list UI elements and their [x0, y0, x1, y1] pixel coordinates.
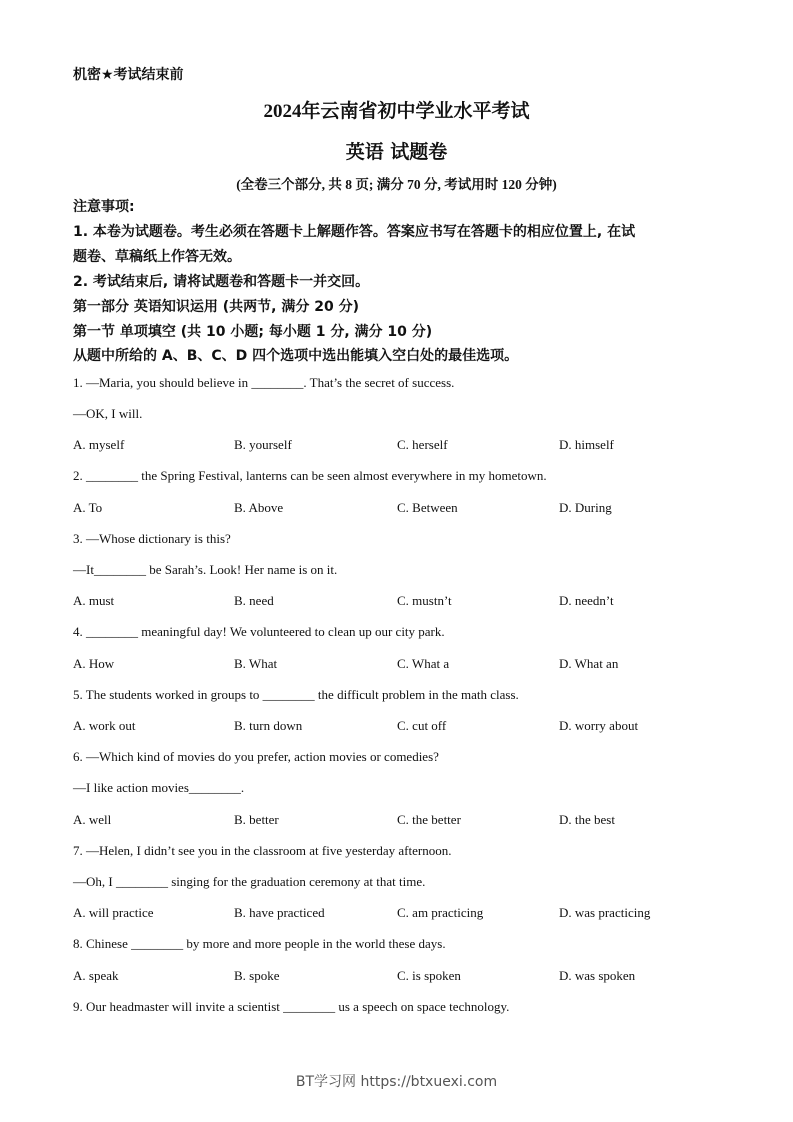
question-stem: 7. —Helen, I didn’t see you in the classroom at five yesterday afternoon. [73, 843, 452, 858]
notes-heading: 注意事项: [73, 199, 135, 215]
option-a: A. speak [73, 968, 119, 983]
option-a: A. To [73, 500, 103, 515]
option-a: A. How [73, 656, 115, 671]
option-b: B. turn down [234, 718, 303, 733]
exam-title: 2024年云南省初中学业水平考试 [263, 101, 530, 122]
option-b: B. spoke [234, 968, 280, 983]
option-d: D. the best [559, 812, 615, 827]
confidential-label: 机密★考试结束前 [73, 67, 184, 83]
option-d: D. What an [559, 656, 619, 671]
question-stem: 1. —Maria, you should believe in ________. That’s the secret of success. [73, 375, 455, 390]
footer-watermark[interactable]: BT学习网 https://btxuexi.com [295, 1074, 498, 1090]
notes-item-1-line-1: 1. 本卷为试题卷。考生必须在答题卡上解题作答。答案应书写在答题卡的相应位置上, 在试 [73, 224, 636, 240]
option-c: C. is spoken [397, 968, 461, 983]
option-b: B. better [234, 812, 279, 827]
option-b: B. need [234, 593, 274, 608]
option-b: B. have practiced [234, 905, 325, 920]
option-a: A. will practice [73, 905, 154, 920]
section-1-heading: 第一节 单项填空 (共 10 小题; 每小题 1 分, 满分 10 分) [73, 324, 433, 340]
instruction-text: 从题中所给的 A、B、C、D 四个选项中选出能填入空白处的最佳选项。 [73, 348, 519, 364]
option-c: C. am practicing [397, 905, 484, 920]
question-stem: —Oh, I ________ singing for the graduation ceremony at that time. [73, 874, 426, 889]
option-c: C. mustn’t [397, 593, 452, 608]
question-stem: 2. ________ the Spring Festival, lanterns can be seen almost everywhere in my hometown. [73, 468, 547, 483]
question-stem: 8. Chinese ________ by more and more people in the world these days. [73, 936, 446, 951]
question-stem: —OK, I will. [73, 406, 143, 421]
question-stem: 3. —Whose dictionary is this? [73, 531, 231, 546]
question-stem: 6. —Which kind of movies do you prefer, action movies or comedies? [73, 749, 439, 764]
question-stem: 9. Our headmaster will invite a scientist ________ us a speech on space technology. [73, 999, 510, 1014]
option-b: B. Above [234, 500, 284, 515]
option-c: C. cut off [397, 718, 447, 733]
question-stem: 4. ________ meaningful day! We volunteered to clean up our city park. [73, 624, 445, 639]
option-a: A. myself [73, 437, 125, 452]
option-c: C. What a [397, 656, 450, 671]
option-d: D. himself [559, 437, 614, 452]
notes-item-2: 2. 考试结束后, 请将试题卷和答题卡一并交回。 [73, 274, 370, 290]
notes-item-1-line-2: 题卷、草稿纸上作答无效。 [73, 249, 241, 265]
question-stem: —I like action movies________. [73, 780, 245, 795]
option-c: C. herself [397, 437, 448, 452]
option-c: C. the better [397, 812, 461, 827]
option-d: D. During [559, 500, 612, 515]
option-c: C. Between [397, 500, 458, 515]
option-a: A. well [73, 812, 112, 827]
option-b: B. yourself [234, 437, 292, 452]
option-d: D. was practicing [559, 905, 651, 920]
exam-subtitle: 英语 试题卷 [345, 141, 448, 163]
exam-info: (全卷三个部分, 共 8 页; 满分 70 分, 考试用时 120 分钟) [236, 177, 557, 192]
question-stem: 5. The students worked in groups to ________ the difficult problem in the math class. [73, 687, 519, 702]
option-d: D. was spoken [559, 968, 636, 983]
option-d: D. worry about [559, 718, 639, 733]
option-a: A. must [73, 593, 115, 608]
part-1-heading: 第一部分 英语知识运用 (共两节, 满分 20 分) [73, 299, 359, 315]
question-stem: —It________ be Sarah’s. Look! Her name is on it. [73, 562, 338, 577]
option-a: A. work out [73, 718, 136, 733]
option-b: B. What [234, 656, 278, 671]
option-d: D. needn’t [559, 593, 614, 608]
